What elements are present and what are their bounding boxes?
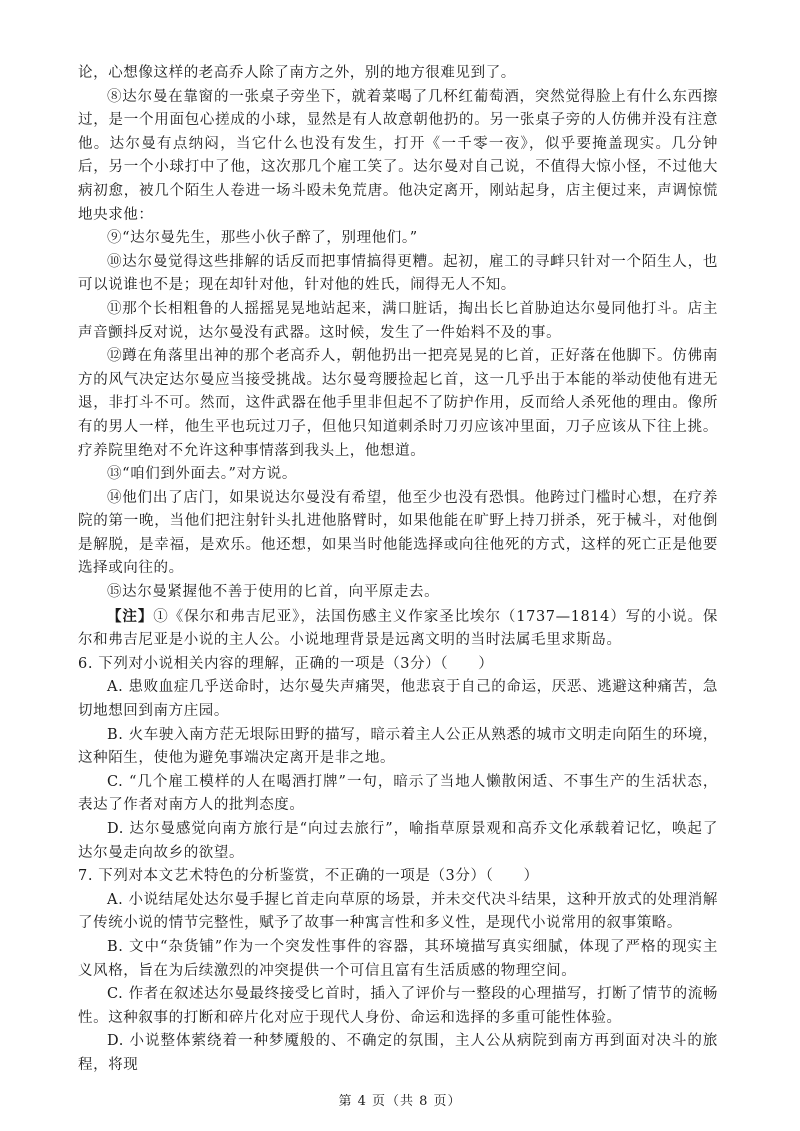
- story-paragraph-8: ⑧达尔曼在靠窗的一张桌子旁坐下，就着菜喝了几杯红葡萄酒，突然觉得脸上有什么东西擦过，是一个用面包心搓成的小球，显然是有人故意朝他扔的。另一张桌子旁的人仿佛并没有注意他。达尔曼有点纳闷，当它什么也没有发生，打开《一千零一夜》，似乎要掩盖现实。几分钟后，另一个小球打中了他，这次那几个雇工笑了。达尔曼对自己说，不值得大惊小怪，不过他大病初愈，被几个陌生人卷进一场斗殴未免荒唐。他决定离开，刚站起身，店主便过来，声调惊慌地央求他：: [78, 88, 718, 223]
- story-paragraph-10: ⑩达尔曼觉得这些排解的话反而把事情搞得更糟。起初，雇工的寻衅只针对一个陌生人，也可以说谁也不是；现在却针对他，针对他的姓氏，闹得无人不知。: [78, 253, 718, 294]
- story-paragraph-12: ⑫蹲在角落里出神的那个老高乔人，朝他扔出一把亮晃晃的匕首，正好落在他脚下。仿佛南方的风气决定达尔曼应当接受挑战。达尔曼弯腰捡起匕首，这一几乎出于本能的举动使他有进无退，非打斗不可。然而，这件武器在他手里非但起不了防护作用，反而给人杀死他的理由。像所有的男人一样，他生平也玩过刀子，但他只知道刺杀时刀刃应该冲里面，刀子应该从下往上挑。疗养院里绝对不允许这种事情落到我头上，他想道。: [78, 348, 718, 459]
- annotation-note: [78, 605, 718, 653]
- page-number-footer: 第 4 页（共 8 页）: [338, 1094, 462, 1109]
- question-6-option-b: B. 火车驶入南方茫无垠际田野的描写，暗示着主人公正从熟悉的城市文明走向陌生的环境，这种陌生，使他为避免事端决定离开是非之地。: [78, 726, 718, 767]
- story-paragraph-15: ⑮达尔曼紧握他不善于使用的匕首，向平原走去。: [107, 584, 440, 601]
- question-6-option-d: D. 达尔曼感觉向南方旅行是“向过去旅行”，喻指草原景观和高乔文化承载着记忆，唤起了达尔曼走向故乡的欲望。: [78, 821, 718, 861]
- question-6-option-a: A. 患败血症几乎送命时，达尔曼失声痛哭，他悲哀于自己的命运，厌恶、逃避这种痛苦，急切地想回到南方庄园。: [78, 679, 718, 720]
- question-7-option-d: D. 小说整体萦绕着一种梦魇般的、不确定的氛围，主人公从病院到南方再到面对决斗的旅程，将现: [78, 1033, 718, 1073]
- story-paragraph-11: ⑪那个长相粗鲁的人摇摇晃晃地站起来，满口脏话，掏出长匕首胁迫达尔曼同他打斗。店主声音颤抖反对说，达尔曼没有武器。这时候，发生了一件始料不及的事。: [78, 300, 718, 341]
- question-7-option-a: A. 小说结尾处达尔曼手握匕首走向草原的场景，并未交代决斗结果，这种开放式的处理消解了传统小说的情节完整性，赋予了故事一种寓言性和多义性，是现代小说常用的叙事策略。: [78, 891, 718, 932]
- note-label: 【注】: [107, 607, 154, 625]
- question-6-option-c: C. “几个雇工模样的人在喝酒打牌”一句，暗示了当地人懒散闲适、不事生产的生活状态，表达了作者对南方人的批判态度。: [78, 773, 718, 814]
- note-text: ①《保尔和弗吉尼亚》，法国伤感主义作家圣比埃尔（1737—1814）写的小说。保尔和弗吉尼亚是小说的主人公。小说地理背景是远离文明的当时法属毛里求斯岛。: [78, 608, 718, 649]
- story-paragraph-9: ⑨“达尔曼先生，那些小伙子醉了，别理他们。”: [107, 230, 418, 247]
- exam-page-body: [78, 62, 718, 1078]
- question-6-stem: 6. 下列对小说相关内容的理解，正确的一项是（3分）（ ）: [78, 655, 494, 672]
- question-7-stem: 7. 下列对本文艺术特色的分析鉴赏，不正确的一项是（3分）（ ）: [78, 868, 539, 885]
- question-7-option-c: C. 作者在叙述达尔曼最终接受匕首时，插入了评价与一整段的心理描写，打断了情节的流畅性。这种叙事的打断和碎片化对应于现代人身份、命运和选择的多重可能性体验。: [78, 986, 718, 1026]
- question-7-option-b: B. 文中“杂货铺”作为一个突发性事件的容器，其环境描写真实细腻，体现了严格的现实主义风格，旨在为后续激烈的冲突提供一个可信且富有生活质感的物理空间。: [78, 938, 718, 979]
- story-paragraph-13: ⑬“咱们到外面去。”对方说。: [107, 466, 297, 483]
- story-paragraph-continuation: 论，心想像这样的老高乔人除了南方之外，别的地方很难见到了。: [78, 65, 516, 81]
- story-paragraph-14: ⑭他们出了店门，如果说达尔曼没有希望，他至少也没有恐惧。他跨过门槛时心想，在疗养院的第一晚，当他们把注射针头扎进他胳臂时，如果他能在旷野上持刀拼杀，死于械斗，对他倒是解脱，是幸福，是欢乐。他还想，如果当时他能选择或向往他死的方式，这样的死亡正是他要选择或向往的。: [78, 489, 718, 577]
